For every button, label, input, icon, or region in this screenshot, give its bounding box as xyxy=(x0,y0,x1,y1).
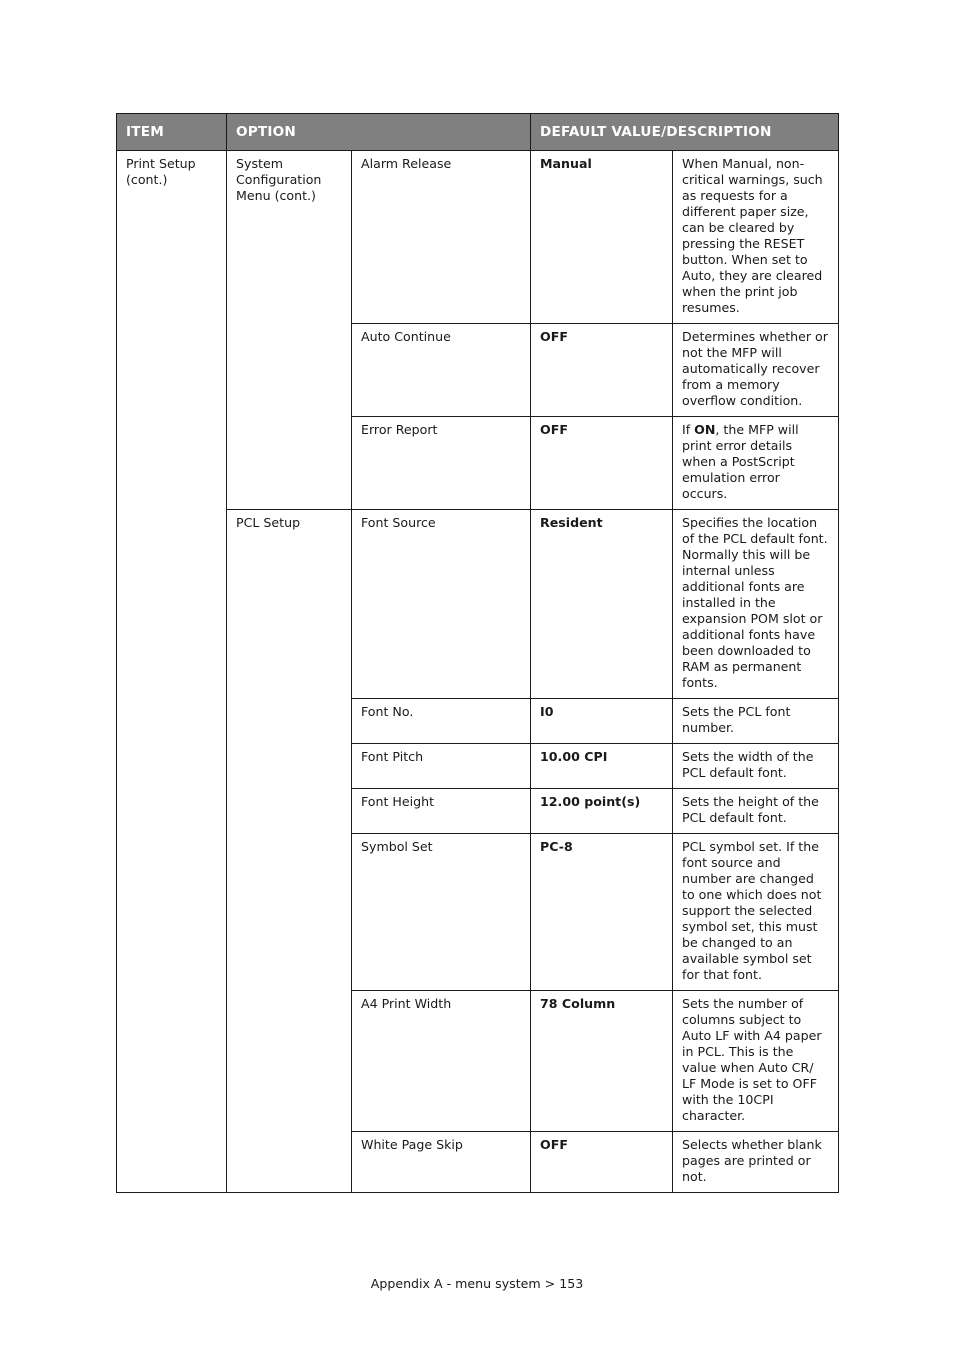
description-suffix: , the MFP will print error details when a PostScript emulation error occurs. xyxy=(682,422,799,501)
header-option: OPTION xyxy=(227,114,531,151)
description-prefix: If xyxy=(682,422,695,437)
table-header-row xyxy=(117,114,839,151)
setting-description: Sets the number of columns subject to Auto LF with A4 paper in PCL. This is the value when Auto CR/ LF Mode is set to OFF with the 10CPI character. xyxy=(673,991,839,1132)
setting-value: PC-8 xyxy=(531,834,673,991)
setting-description: Sets the PCL font number. xyxy=(673,699,839,744)
setting-name: Font Source xyxy=(352,510,531,699)
setting-description: PCL symbol set. If the font source and number are changed to one which does not support the selected symbol set, this must be changed to an available symbol set for that font. xyxy=(673,834,839,991)
header-item: ITEM xyxy=(117,114,227,151)
setting-name: Auto Continue xyxy=(352,324,531,417)
setting-name: Alarm Release xyxy=(352,151,531,324)
setting-name: Font Height xyxy=(352,789,531,834)
setting-description: Determines whether or not the MFP will automatically recover from a memory overflow condition. xyxy=(673,324,839,417)
setting-value: 10.00 CPI xyxy=(531,744,673,789)
setting-description: Sets the width of the PCL default font. xyxy=(673,744,839,789)
setting-description: Specifies the location of the PCL default font. Normally this will be internal unless additional fonts are installed in the expansion POM slot or additional fonts have been downloaded to RAM as permanent fonts. xyxy=(673,510,839,699)
setting-name: Symbol Set xyxy=(352,834,531,991)
setting-description: Sets the height of the PCL default font. xyxy=(673,789,839,834)
setting-value: OFF xyxy=(531,417,673,510)
table-row xyxy=(117,151,839,324)
setting-value: OFF xyxy=(531,324,673,417)
group-cell: PCL Setup xyxy=(227,510,352,1193)
setting-description xyxy=(673,417,839,510)
setting-name: A4 Print Width xyxy=(352,991,531,1132)
setting-value: I0 xyxy=(531,699,673,744)
page-footer: Appendix A - menu system > 153 xyxy=(370,1276,584,1291)
setting-value: Resident xyxy=(531,510,673,699)
item-cell: Print Setup (cont.) xyxy=(117,151,227,1193)
setting-value: 78 Column xyxy=(531,991,673,1132)
setting-name: Font No. xyxy=(352,699,531,744)
setting-description: When Manual, non-critical warnings, such as requests for a different paper size, can be cleared by pressing the RESET button. When set to Auto, they are cleared when the print job resumes. xyxy=(673,151,839,324)
group-cell: System Configuration Menu (cont.) xyxy=(227,151,352,510)
menu-settings-table xyxy=(116,113,839,1193)
setting-value: 12.00 point(s) xyxy=(531,789,673,834)
setting-value: Manual xyxy=(531,151,673,324)
setting-value: OFF xyxy=(531,1132,673,1193)
description-bold: ON xyxy=(694,422,716,437)
setting-description: Selects whether blank pages are printed or not. xyxy=(673,1132,839,1193)
setting-name: Font Pitch xyxy=(352,744,531,789)
setting-name: White Page Skip xyxy=(352,1132,531,1193)
header-default-value-description: DEFAULT VALUE/DESCRIPTION xyxy=(531,114,839,151)
setting-name: Error Report xyxy=(352,417,531,510)
